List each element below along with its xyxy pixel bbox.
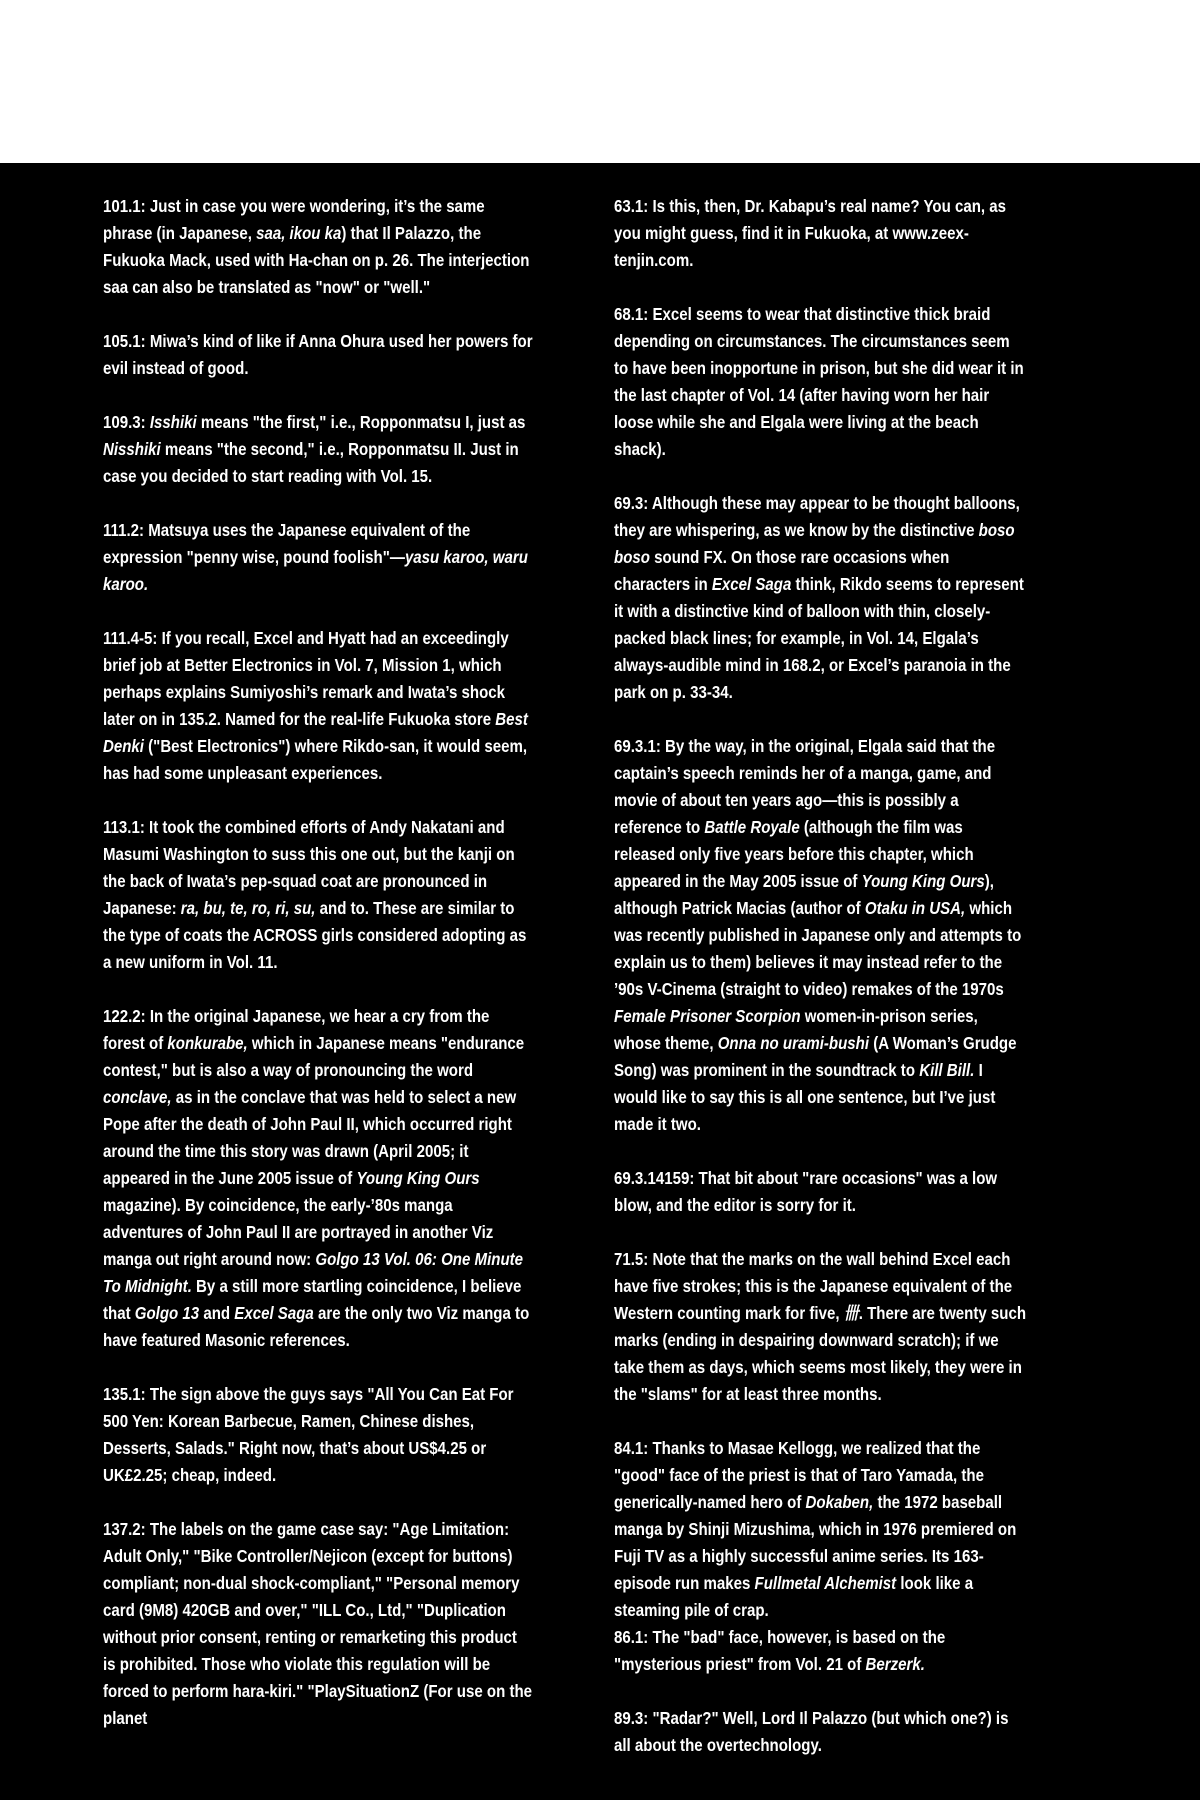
note-italic: Dokaben,	[805, 1492, 874, 1512]
note-italic: boso boso	[614, 520, 1015, 567]
note-111-2	[103, 517, 533, 598]
note-68-1: 68.1: Excel seems to wear that distinctive thick braid depending on circumstances. The circumstances seem to have been inopportune in prison, but she did wear it in the last chapter of Vol. 14 (after having worn her hair loose while she and Elgala were living at the beach shack).	[614, 304, 1024, 459]
note-89-3: 89.3: "Radar?" Well, Lord Il Palazzo (but which one?) is all about the overtechnology.	[614, 1708, 1009, 1755]
note-text: are the only two Viz manga to have featured Masonic references.	[103, 1303, 530, 1350]
note-italic: Excel Saga	[711, 574, 792, 594]
note-text: 69.3.1: By the way, in the original, Elgala said that the captain’s speech reminds her of a manga, game, and movie of about ten years ago—this is possibly a reference to	[614, 736, 996, 837]
note-69-3-1	[614, 733, 1027, 1138]
note-text: look like a steaming pile of crap.	[614, 1573, 974, 1620]
note-text: and to. These are similar to the type of coats the ACROSS girls considered adopting as a new uniform in Vol. 11.	[103, 898, 527, 972]
note-text: which in Japanese means "endurance contest," but is also a way of pronouncing the word	[103, 1033, 525, 1080]
note-135-1: 135.1: The sign above the guys says "All You Can Eat For 500 Yen: Korean Barbecue, Ramen, Chinese dishes, Desserts, Salads." Right now, that’s about US$4.25 or UK£2.25; cheap, indeed.	[103, 1384, 514, 1485]
note-italic: Excel Saga	[234, 1303, 314, 1323]
note-italic: Berzerk.	[865, 1654, 925, 1674]
note-text: 69.3: Although these may appear to be thought balloons, they are whispering, as we know by the distinctive	[614, 493, 1020, 540]
note-text: (although the film was released only five years before this chapter, which appeared in the May 2005 issue of	[614, 817, 974, 891]
note-italic: Young King Ours	[861, 871, 985, 891]
note-111-4-5	[103, 625, 533, 787]
note-122-2	[103, 1003, 533, 1354]
note-text: think, Rikdo seems to represent it with a distinctive kind of balloon with thin, closely-packed black lines; for example, in Vol. 14, Elgala’s always-audible mind in 168.2, or Excel’s paranoia in the park on p. 33-34.	[614, 574, 1024, 702]
note-text: By a still more startling coincidence, I believe that	[103, 1276, 522, 1323]
note-text: as in the conclave that was held to select a new Pope after the death of John Paul II, which occurred right around the time this story was drawn (April 2005; it appeared in the June 2005 issue of	[103, 1087, 517, 1188]
note-text: 111.4-5: If you recall, Excel and Hyatt had an exceedingly brief job at Better Electronics in Vol. 7, Mission 1, which perhaps explains Sumiyoshi’s remark and Iwata’s shock later on in 135.2. Named for the real-life Fukuoka store	[103, 628, 509, 729]
note-text: which was recently published in Japanese only and attempts to explain us to them) believes it may instead refer to the ’90s V-Cinema (straight to video) remakes of the 1970s	[614, 898, 1022, 999]
note-text: 109.3:	[103, 412, 150, 432]
note-text: 111.2: Matsuya uses the Japanese equivalent of the expression "penny wise, pound foolish"—	[103, 520, 471, 567]
note-63-1: 63.1: Is this, then, Dr. Kabapu’s real name? You can, as you might guess, find it in Fukuoka, at www.zeex-tenjin.com.	[614, 196, 1006, 270]
note-italic: saa, ikou ka	[256, 223, 342, 243]
note-italic: Best Denki	[103, 709, 528, 756]
note-text: ) that Il Palazzo, the Fukuoka Mack, used with Ha-chan on p. 26. The interjection saa can also be translated as "now" or "well."	[103, 223, 530, 297]
note-italic: Golgo 13	[134, 1303, 200, 1323]
note-italic: Nisshiki	[103, 439, 161, 459]
note-text: ("Best Electronics") where Rikdo-san, it would seem, has had some unpleasant experiences.	[103, 736, 528, 783]
note-italic: Young King Ours	[356, 1168, 480, 1188]
note-text: means "the first," i.e., Ropponmatsu I, just as	[196, 412, 526, 432]
note-italic: Female Prisoner Scorpion	[614, 1006, 801, 1026]
note-text: . There are twenty such marks (ending in despairing downward scratch); if we take them as days, which seems most likely, they were in the "slams" for at least three months.	[614, 1303, 1027, 1404]
note-text: (A Woman’s Grudge Song) was prominent in the soundtrack to	[614, 1033, 1017, 1080]
note-text: 101.1: Just in case you were wondering, it’s the same phrase (in Japanese,	[103, 196, 485, 243]
note-text: the 1972 baseball manga by Shinji Mizushima, which in 1976 premiered on Fuji TV as a highly successful anime series. Its 163-episode run makes	[614, 1492, 1017, 1593]
note-137-2: 137.2: The labels on the game case say: "Age Limitation: Adult Only," "Bike Controller/Nejicon (except for buttons) compliant; non-dual shock-compliant," "Personal memory card (9M8) 420GB and over," "ILL Co., Ltd," "Duplication without prior consent, renting or remarketing this product is prohibited. Those who violate this regulation will be forced to perform hara-kiri." "PlaySituationZ (For use on the planet	[103, 1519, 533, 1728]
note-text: and	[199, 1303, 235, 1323]
right-column	[614, 193, 1027, 1786]
note-text: I would like to say this is all one sentence, but I’ve just made it two.	[614, 1060, 996, 1134]
note-text: magazine). By coincidence, the early-’80s manga adventures of John Paul II are portrayed in another Viz manga out right around now:	[103, 1195, 494, 1269]
note-text: ), although Patrick Macias (author of	[614, 871, 994, 918]
note-84-1	[614, 1435, 1027, 1624]
note-text: 84.1: Thanks to Masae Kellogg, we realized that the "good" face of the priest is that of Taro Yamada, the generically-named hero of	[614, 1438, 984, 1512]
note-text: 122.2: In the original Japanese, we hear a cry from the forest of	[103, 1006, 490, 1053]
note-italic: Onna no urami-bushi	[717, 1033, 870, 1053]
left-column	[103, 193, 533, 1759]
note-101-1	[103, 193, 533, 301]
note-italic: conclave,	[103, 1087, 172, 1107]
tally-mark-five: 卌	[843, 1303, 859, 1323]
note-text: means "the second," i.e., Ropponmatsu II. Just in case you decided to start reading with Vol. 15.	[103, 439, 519, 486]
note-italic: Fullmetal Alchemist	[754, 1573, 897, 1593]
note-text: 71.5: Note that the marks on the wall behind Excel each have five strokes; this is the Japanese equivalent of the Western counting mark for five,	[614, 1249, 1013, 1323]
note-italic: Golgo 13 Vol. 06: One Minute To Midnight.	[103, 1249, 524, 1296]
note-italic: yasu karoo, waru karoo.	[103, 547, 528, 594]
note-italic: konkurabe,	[167, 1033, 248, 1053]
note-italic: Kill Bill.	[919, 1060, 975, 1080]
note-69-3	[614, 490, 1027, 706]
note-71-5	[614, 1246, 1027, 1408]
note-italic: Battle Royale	[704, 817, 800, 837]
note-105-1: 105.1: Miwa’s kind of like if Anna Ohura used her powers for evil instead of good.	[103, 331, 533, 378]
note-86-1	[614, 1624, 1027, 1678]
note-text: women-in-prison series, whose theme,	[614, 1006, 978, 1053]
note-italic: ra, bu, te, ro, ri, su,	[180, 898, 316, 918]
note-text: sound FX. On those rare occasions when characters in	[614, 547, 950, 594]
note-109-3	[103, 409, 533, 490]
note-text: 113.1: It took the combined efforts of Andy Nakatani and Masumi Washington to suss this one out, but the kanji on the back of Iwata’s pep-squad coat are pronounced in Japanese:	[103, 817, 515, 918]
note-113-1	[103, 814, 533, 976]
note-italic: Isshiki	[149, 412, 197, 432]
note-text: 86.1: The "bad" face, however, is based on the "mysterious priest" from Vol. 21 of	[614, 1627, 946, 1674]
note-69-3-14159: 69.3.14159: That bit about "rare occasions" was a low blow, and the editor is sorry for it.	[614, 1168, 998, 1215]
note-italic: Otaku in USA,	[864, 898, 966, 918]
